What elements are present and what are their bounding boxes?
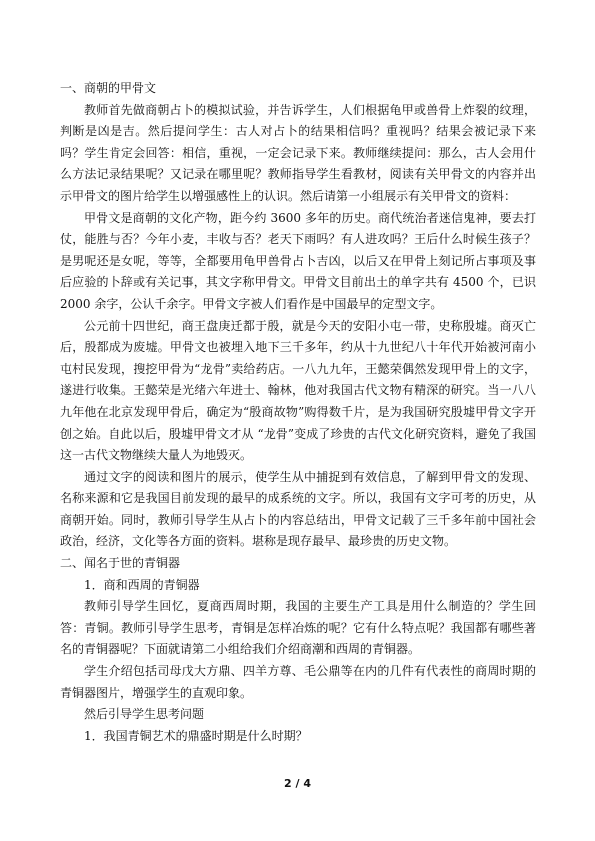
paragraph-yinxu-discovery: 公元前十四世纪，商王盘庚迁都于殷，就是今天的安阳小屯一带，史称殷墟。商灭亡后，殷都成为废墟。甲骨文也被埋入地下三千多年，约从十九世纪八十年代开始被河南小屯村民发现，搜挖甲骨为“龙骨”卖给药店。一八九九年，王懿荣偶然发现甲骨上的文字，遂进行收集。王懿荣是光绪六年进士、翰林，他对我国古代文物有精深的研究。当一八八九年他在北京发现甲骨后，确定为“殷商故物”购得数千片，是为我国研究殷墟甲骨文字开创之始。自此以后，殷墟甲骨文才从 “龙骨”变成了珍贵的古代文化研究资料，避免了我国这一古代文物继续大量人为地毁灭。 — [60, 318, 536, 463]
paragraph-think-prompt: 然后引导学生思考问题 — [84, 707, 205, 722]
paragraph-bronze-examples: 学生介绍包括司母戊大方鼎、四羊方尊、毛公鼎等在内的几件有代表性的商周时期的青铜器图片，增强学生的直观印象。 — [60, 664, 536, 700]
section-heading-bronze: 二、闻名于世的青铜器 — [60, 556, 181, 571]
document-body — [60, 78, 536, 747]
paragraph-summary: 通过文字的阅读和图片的展示，使学生从中捕捉到有效信息，了解到甲骨文的发现、名称来源和它是我国目前发现的最早的成系统的文字。所以，我国有文字可考的历史，从商朝开始。同时，教师引导学生从占卜的内容总结出，甲骨文记载了三千多年前中国社会政治，经济，文化等各方面的资料。堪称是现存最早、最珍贵的历史文物。 — [60, 469, 536, 549]
paragraph-divination-intro: 教师首先做商朝占卜的模拟试验，并告诉学生，人们根据龟甲或兽骨上炸裂的纹理，判断是凶是吉。然后提问学生：古人对占卜的结果相信吗？重视吗？结果会被记录下来吗？学生肯定会回答：相信，重视，一定会记录下来。教师继续提问：那么，古人会用什么方法记录结果呢？又记录在哪里呢？教师指导学生看教材，阅读有关甲骨文的内容并出示甲骨文的图片给学生以增强感性上的认识。然后请第一小组展示有关甲骨文的资料： — [60, 102, 536, 203]
subheading-shang-zhou-bronze: 1．商和西周的青铜器 — [84, 577, 200, 592]
paragraph-oracle-bone-description: 甲骨文是商朝的文化产物，距今约 3600 多年的历史。商代统治者迷信鬼神，要去打仗，能胜与否？今年小麦，丰收与否？老天下雨吗？有人进攻吗？王后什么时候生孩子？是男呢还是女呢，等等，全都要用龟甲兽骨占卜吉凶，以后又在甲骨上刻记所占事项及事后应验的卜辞或有关记事，其文字称甲骨文。甲骨文目前出土的单字共有 4500 个，已识 2000 余字，公认千余字。甲骨文字被人们看作是中国最早的定型文字。 — [60, 210, 536, 311]
paragraph-bronze-questions: 教师引导学生回忆，夏商西周时期，我国的主要生产工具是用什么制造的？学生回答：青铜。教师引导学生思考，青铜是怎样冶炼的呢？它有什么特点呢？我国都有哪些著名的青铜器呢？下面就请第二小组给我们介绍商潮和西周的青铜器。 — [60, 599, 536, 657]
question-item-1: 1．我国青铜艺术的鼎盛时期是什么时期？ — [84, 728, 308, 743]
page-number: 2 / 4 — [284, 777, 311, 790]
section-heading-oracle-bone: 一、商朝的甲骨文 — [60, 81, 157, 95]
